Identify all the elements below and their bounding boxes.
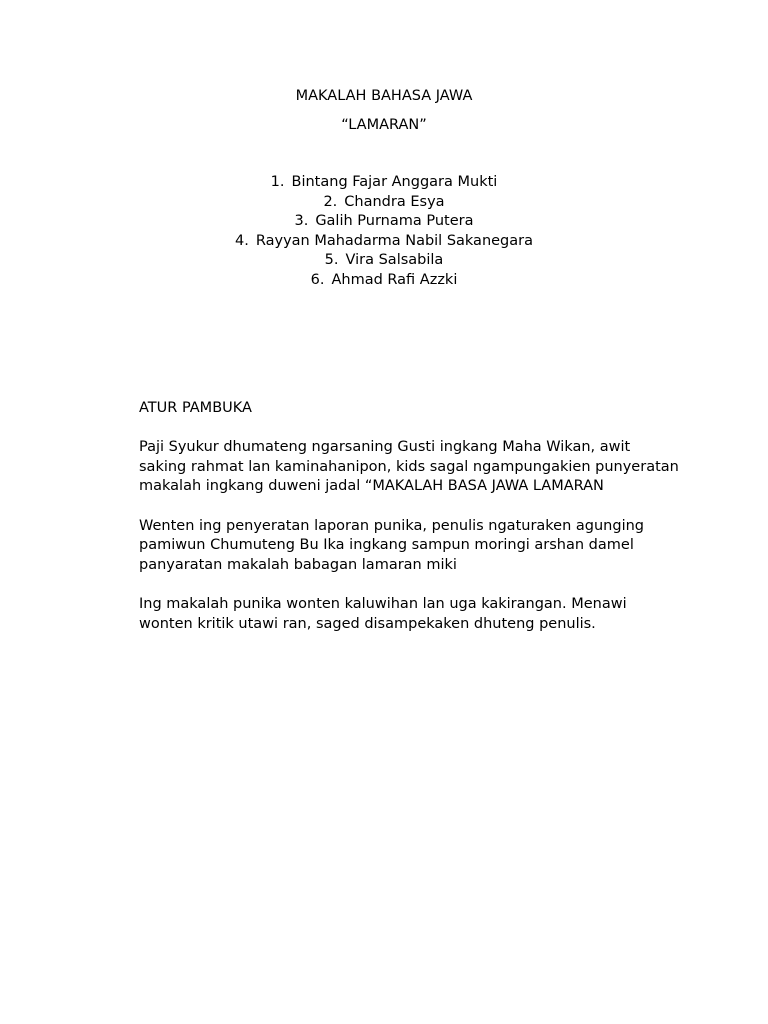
- body-paragraph: Wenten ing penyeratan laporan punika, penulis ngaturaken agunging pamiwun Chumuteng Bu Ika ingkang sampun moringi arshan damel panyaratan makalah babagan lamaran miki: [139, 517, 644, 573]
- member-number: 3.: [294, 213, 309, 230]
- section-heading: ATUR PAMBUKA: [139, 400, 252, 416]
- member-item: [0, 212, 768, 232]
- document-body: [139, 399, 679, 654]
- document-subtitle: “LAMARAN”: [341, 117, 427, 133]
- member-name: Ahmad Rafi Azzki: [331, 271, 458, 288]
- member-name: Rayyan Mahadarma Nabil Sakanegara: [255, 232, 533, 249]
- member-item: [0, 173, 768, 193]
- member-list: [0, 173, 768, 291]
- member-number: 1.: [270, 174, 285, 190]
- member-number: 5.: [324, 252, 339, 269]
- document-title: MAKALAH BAHASA JAWA: [295, 88, 473, 104]
- member-name: Chandra Esya: [344, 193, 445, 210]
- member-number: 2.: [323, 193, 338, 210]
- member-number: 4.: [235, 232, 249, 249]
- member-item: [0, 251, 768, 271]
- body-paragraph: Ing makalah punika wonten kaluwihan lan uga kakirangan. Menawi wonten kritik utawi ran, saged disampekaken dhuteng penulis.: [139, 595, 627, 632]
- member-number: 6.: [310, 271, 325, 288]
- member-name: Vira Salsabila: [345, 252, 444, 269]
- body-paragraph: Paji Syukur dhumateng ngarsaning Gusti ingkang Maha Wikan, awit saking rahmat lan kaminahanipon, kids sagal ngampungakien punyeratan makalah ingkang duweni jadal “MAKALAH BASA JAWA LAMARAN: [139, 439, 679, 495]
- member-name: Galih Purnama Putera: [315, 213, 474, 230]
- member-item: [0, 193, 768, 213]
- member-name: Bintang Fajar Anggara Mukti: [291, 174, 498, 190]
- member-item: [0, 232, 768, 252]
- member-item: [0, 271, 768, 291]
